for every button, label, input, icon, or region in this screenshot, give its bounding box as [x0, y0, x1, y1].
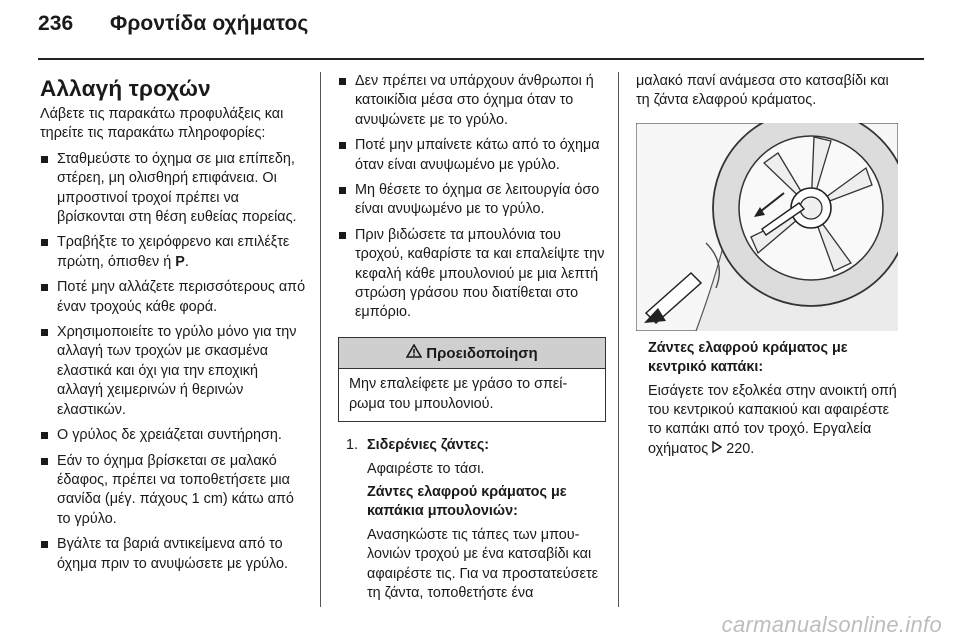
- list-item: [40, 535, 308, 574]
- page-number: 236: [38, 12, 74, 35]
- step-item: [338, 436, 606, 603]
- list-item: [338, 136, 606, 175]
- column-divider-1: [320, 72, 321, 607]
- list-item: [338, 181, 606, 220]
- step-text: Αφαιρέστε το τάσι.: [367, 460, 485, 477]
- list-item: [40, 426, 308, 445]
- bullet-square-icon: [339, 232, 346, 239]
- step-number: 1.: [346, 437, 359, 454]
- watermark: carmanualsonline.info: [721, 612, 942, 637]
- caption-text: [648, 382, 906, 460]
- list-item-text: Πριν βιδώσετε τα μπουλόνια του τροχού, καθαρίστε τα και επαλείψτε την κεφαλή κάθε μπουλονιού με μια λεπτή στρώση γράσου που διατίθεται στο εμπόριο.: [355, 226, 605, 321]
- warning-title: Προειδοποίηση: [426, 344, 538, 362]
- list-item-text: Εάν το όχημα βρίσκεται σε μαλακό έδαφος, πρέπει να τοποθετήσετε μια σανίδα (μέγ. πάχους 1 cm) κάτω από το γρύλο.: [57, 452, 294, 527]
- caption-body: Εισάγετε τον εξολκέα στην ανοικτή οπή του κεντρικού καπακιού και αφαιρέστε το καπάκι από τον τροχό. Εργαλεία οχήματος: [648, 382, 897, 457]
- list-item-text: Ποτέ μην μπαίνετε κάτω από το όχημα όταν είναι ανυψωμένο με γρύλο.: [355, 137, 600, 173]
- figure-caption: [636, 339, 906, 459]
- list-item-text: Χρησιμοποιείτε το γρύλο μόνο για την αλλαγή των τροχών με σκασμένα ελαστικά και όχι για την εποχική αλλαγή χειμερινών ή θερινών ελαστικών.: [57, 324, 297, 418]
- bullet-square-icon: [41, 541, 48, 548]
- caption-title: Ζάντες ελαφρού κράματος με κεντρικό καπάκι:: [648, 339, 848, 376]
- warning-text: Μην επαλείφετε με γράσο το σπείρωμα του μπουλονιού.: [349, 376, 568, 412]
- header-rule: [38, 58, 924, 60]
- bullet-square-icon: [41, 458, 48, 465]
- column-2: [338, 64, 606, 607]
- step-title: Σιδερένιες ζάντες:: [367, 437, 490, 454]
- bullet-square-icon: [41, 284, 48, 291]
- step-subtitle: Ζάντες ελαφρού κράματος με καπάκια μπουλονιών:: [367, 483, 567, 520]
- list-item-text: Τραβήξτε το χειρόφρενο και επιλέξτε πρώτη, όπισθεν ή: [57, 234, 290, 270]
- section-heading: Αλλαγή τροχών: [40, 76, 211, 101]
- list-item-text: Μη θέσετε το όχημα σε λειτουργία όσο είναι ανυψωμένο με το γρύλο.: [355, 182, 600, 218]
- warning-box: [338, 337, 606, 422]
- page-header: [38, 12, 308, 36]
- list-item: [40, 278, 308, 317]
- section-title: Φροντίδα οχήματος: [110, 12, 309, 35]
- warning-header: [339, 338, 605, 369]
- gear-p-label: P: [175, 253, 185, 270]
- bullet-square-icon: [339, 187, 346, 194]
- page-reference-arrow-icon: [712, 441, 722, 457]
- page-reference-link[interactable]: 220.: [726, 440, 755, 457]
- bullet-square-icon: [41, 156, 48, 163]
- bullet-square-icon: [339, 78, 346, 85]
- wheel-center-cap-illustration: [636, 123, 898, 331]
- list-item-text: Δεν πρέπει να υπάρχουν άνθρωποι ή κατοικίδια μέσα στο όχημα όταν το ανυψώνετε με το γρύλο.: [355, 73, 594, 128]
- list-item: [338, 72, 606, 130]
- list-item: [338, 226, 606, 323]
- column-divider-2: [618, 72, 619, 607]
- continuation-text: μαλακό πανί ανάμεσα στο κατσαβίδι και τη ζάντα ελαφρού κράματος.: [636, 73, 889, 109]
- intro-text: Λάβετε τις παρακάτω προφυλάξεις και τηρείτε τις παρακάτω πληροφορίες:: [40, 106, 284, 142]
- list-item-text: Ποτέ μην αλλάζετε περισσότερους από έναν τροχούς κάθε φορά.: [57, 279, 306, 315]
- bullet-square-icon: [41, 329, 48, 336]
- list-item: [40, 233, 308, 272]
- list-item-text: .: [184, 253, 189, 270]
- list-item: [40, 452, 308, 530]
- step-text: Ανασηκώστε τις τάπες των μπουλονιών τροχού με ένα κατσαβίδι και αφαιρέστε τις. Για να προστατεύσετε τη ζάντα, τοποθετήστε ένα: [367, 526, 599, 601]
- list-item: [40, 150, 308, 228]
- bullet-square-icon: [41, 239, 48, 246]
- column-1: [40, 64, 308, 574]
- list-item: [40, 323, 308, 420]
- bullet-square-icon: [339, 142, 346, 149]
- column-3: [636, 64, 906, 459]
- list-item-text: Σταθμεύστε το όχημα σε μια επίπεδη, στέρεη, μη ολισθηρή επιφάνεια. Οι μπροστινοί τροχοί πρέπει να βρίσκονται στη θέση ευθείας πορείας.: [57, 150, 297, 226]
- bullet-square-icon: [41, 432, 48, 439]
- list-item-text: Βγάλτε τα βαριά αντικείμενα από το όχημα πριν το ανυψώσετε με γρύλο.: [57, 536, 288, 572]
- list-item-text: Ο γρύλος δε χρειάζεται συντήρηση.: [57, 427, 282, 444]
- warning-triangle-icon: [406, 344, 422, 363]
